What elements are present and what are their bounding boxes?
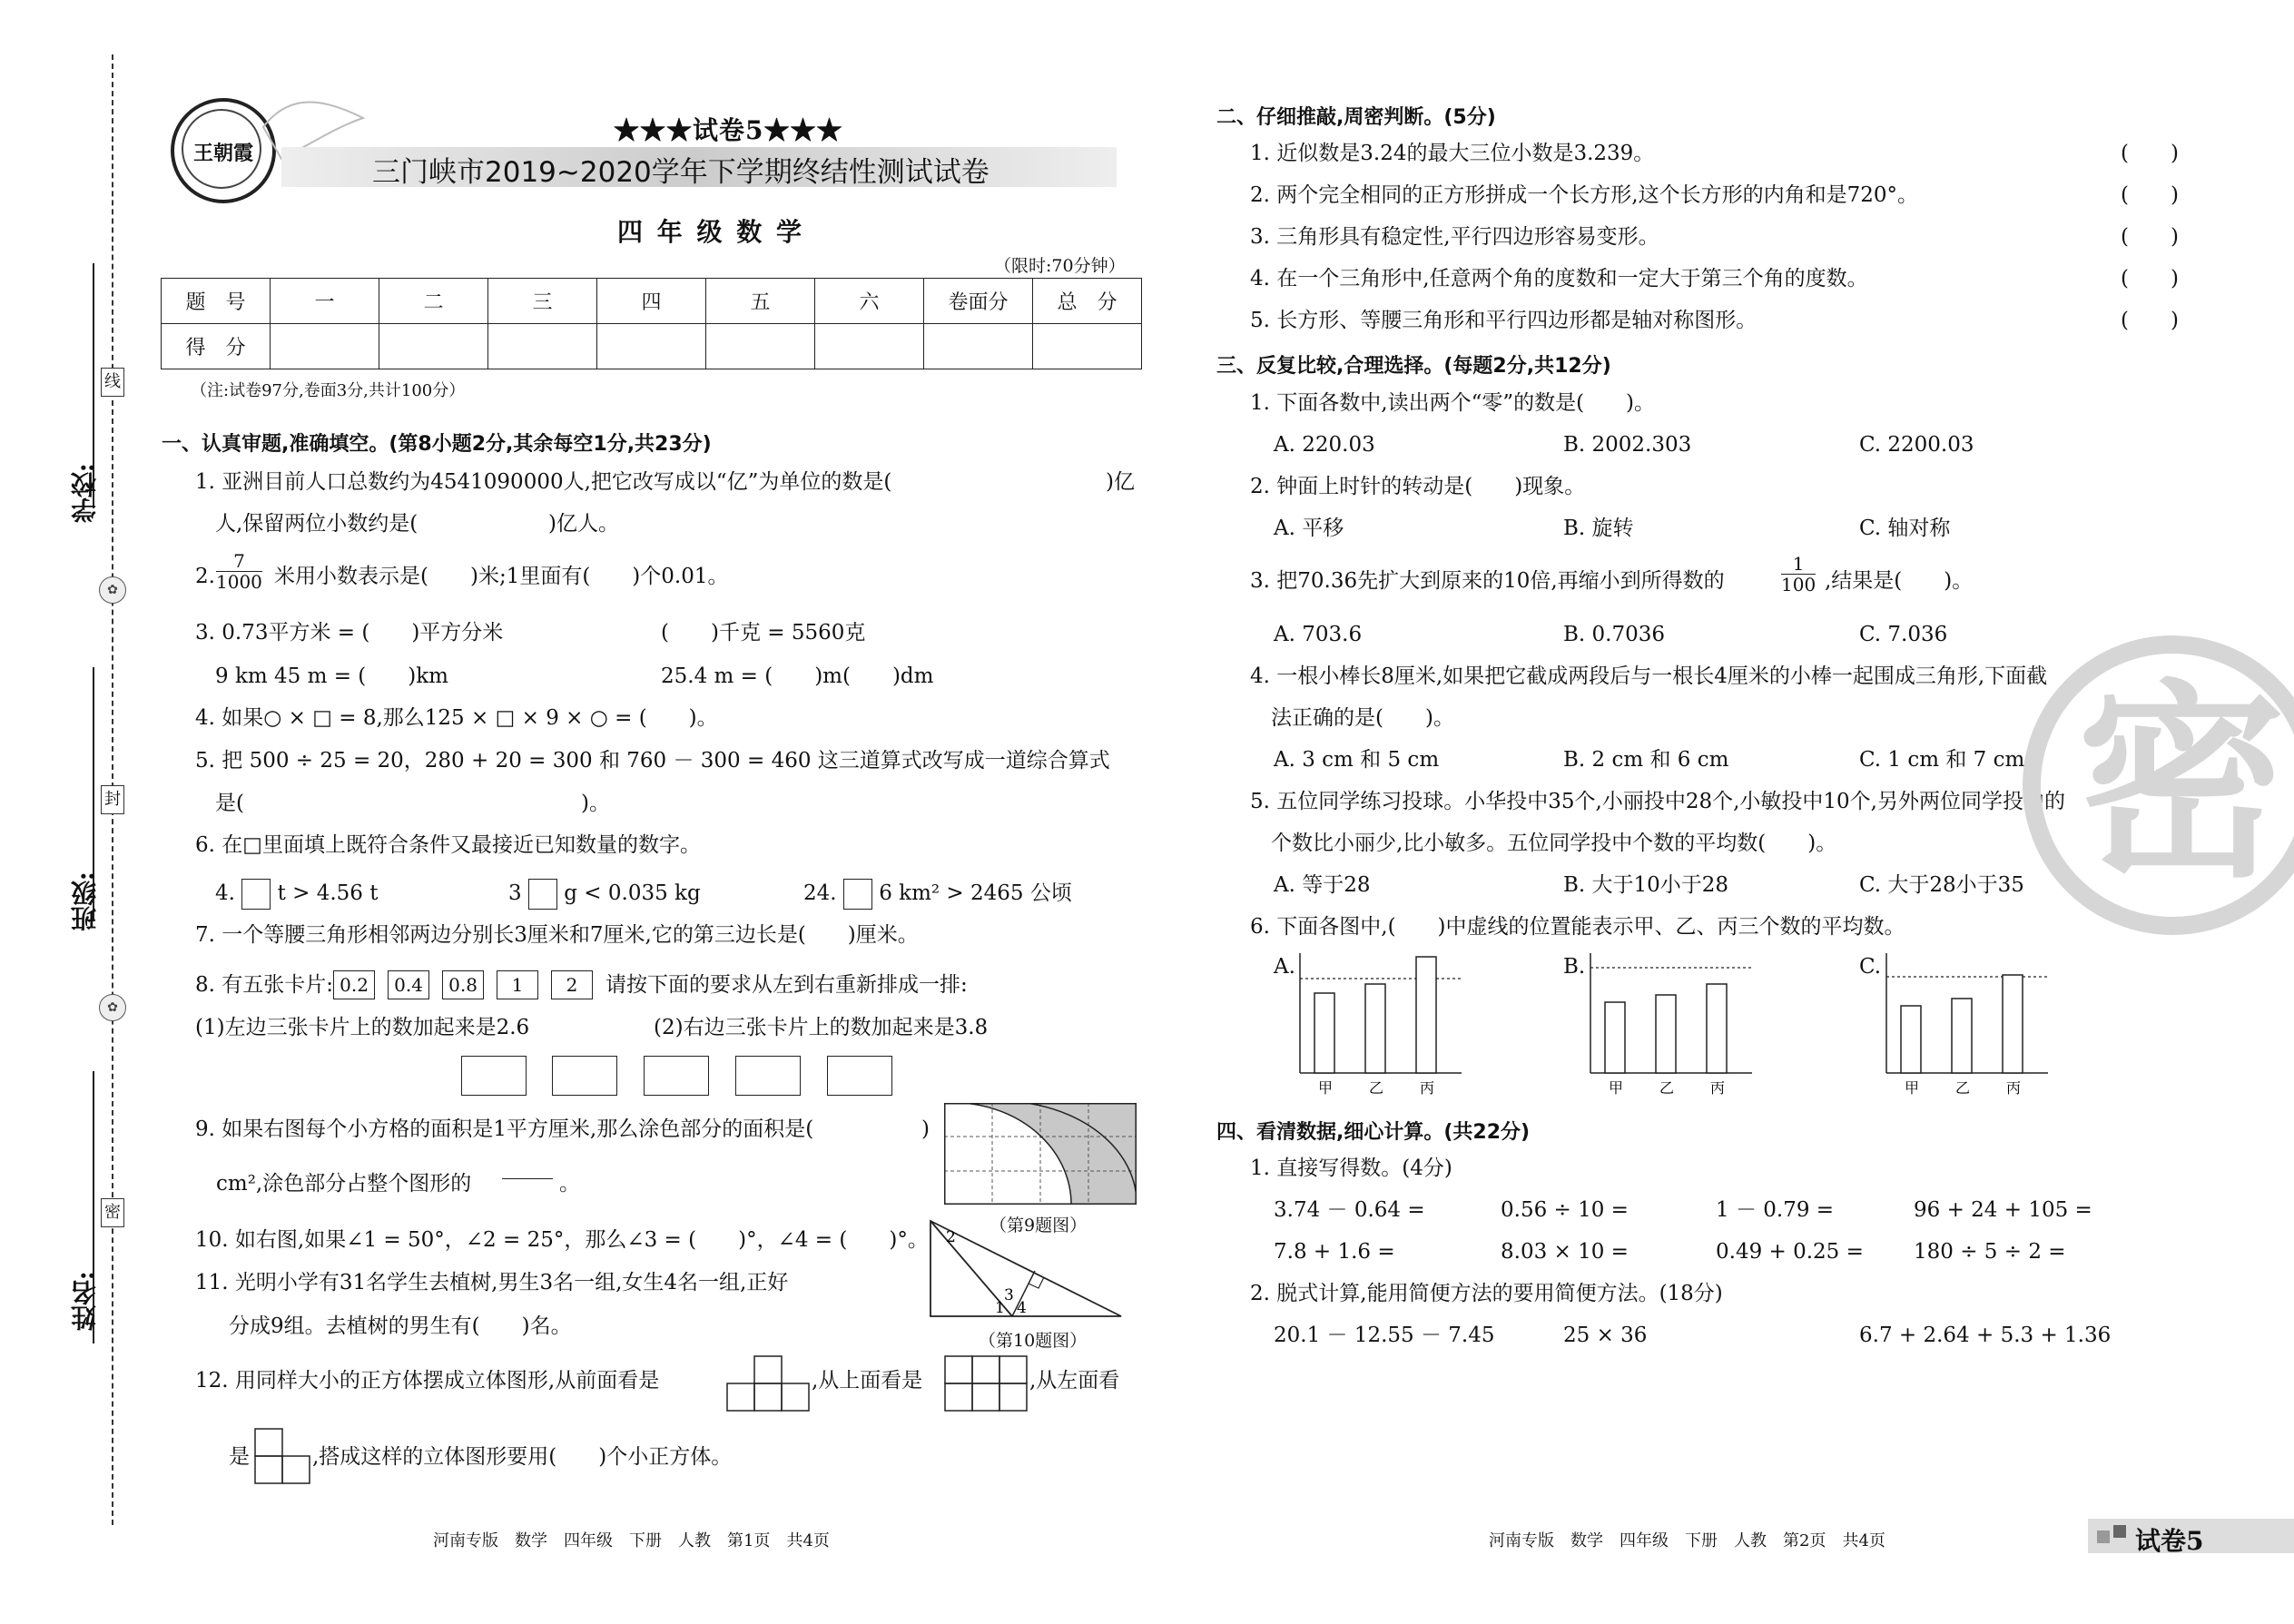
calc-item: 1 － 0.79 = xyxy=(1716,1198,1835,1222)
section-2-title: 二、仔细推敲,周密判断。(5分) xyxy=(1216,106,1496,129)
q12-part-a: 12. 用同样大小的正方体摆成立体图形,从前面看是 xyxy=(195,1369,660,1393)
calc-item: 6.7 + 2.64 + 5.3 + 1.36 xyxy=(1859,1324,2112,1347)
q5-line2-end: )。 xyxy=(581,792,610,815)
q9-figure xyxy=(944,1103,1137,1205)
q7-text: 7. 一个等腰三角形相邻两边分别长3厘米和7厘米,它的第三边长是( )厘米。 xyxy=(195,923,919,947)
chart-category-label: 丙 xyxy=(1710,1079,1726,1097)
s4-part1: 1. 直接写得数。(4分) xyxy=(1250,1156,1452,1180)
score-header-cell: 六 xyxy=(815,279,924,324)
footer-right: 河南专版 数学 四年级 下册 人教 第2页 共4页 xyxy=(1489,1531,1885,1550)
s2-answer-paren[interactable]: ( ) xyxy=(2121,309,2179,332)
footer-tag: 试卷5 xyxy=(2135,1526,2204,1556)
q9-line1: 9. 如果右图每个小方格的面积是1平方厘米,那么涂色部分的面积是( xyxy=(195,1117,814,1141)
score-cell[interactable] xyxy=(271,324,379,369)
s3-q2-option[interactable]: C. 轴对称 xyxy=(1859,517,1951,540)
q6-c-pre: 24. xyxy=(803,881,837,905)
s3-q5-option[interactable]: B. 大于10小于28 xyxy=(1563,873,1729,897)
s3-q3-option[interactable]: A. 703.6 xyxy=(1274,623,1363,646)
s3-q4-line1: 4. 一根小棒长8厘米,如果把它截成两段后与一根长4厘米的小棒一起围成三角形,下面截 xyxy=(1250,664,2048,688)
q8-text-end: 请按下面的要求从左到右重新排成一排: xyxy=(605,972,968,997)
secret-stamp xyxy=(2023,635,2294,935)
q1-line1-end: )亿 xyxy=(1106,470,1135,494)
binding-char: 密 xyxy=(101,1198,124,1227)
section-1-title: 一、认真审题,准确填空。(第8小题2分,其余每空1分,共23分) xyxy=(162,433,712,456)
q9-line1-end: ) xyxy=(921,1117,930,1141)
binding-emblem-icon: ✿ xyxy=(99,576,126,604)
q12-left-view xyxy=(254,1428,310,1484)
binding-char: 封 xyxy=(101,785,124,814)
q8-card: 0.2 xyxy=(333,970,375,999)
q12-top-view xyxy=(944,1355,1028,1412)
q1-line2-end: )亿人。 xyxy=(548,512,619,536)
chart-category-label: 乙 xyxy=(1955,1079,1971,1097)
q3-c: 9 km 45 m = ( )km xyxy=(215,664,448,688)
q3-d: 25.4 m = ( )m( )dm xyxy=(661,664,934,688)
score-cell[interactable] xyxy=(1033,324,1142,369)
q3-a: 3. 0.73平方米 = ( )平方分米 xyxy=(195,621,504,645)
s3-q6-chart-a xyxy=(1298,953,1466,1098)
s3-q4-line2: 法正确的是( )。 xyxy=(1271,706,1454,730)
calc-item: 0.49 + 0.25 = xyxy=(1716,1240,1864,1264)
s3-q6-chart-b xyxy=(1589,953,1757,1098)
q8-answer-box[interactable] xyxy=(735,1056,801,1096)
school-label: 学校: xyxy=(70,463,100,524)
q2-number: 2. xyxy=(195,565,215,588)
logo-text: 王朝霞 xyxy=(192,142,253,165)
q9-line2: cm²,涂色部分占整个图形的 xyxy=(216,1172,472,1196)
footer-tag-squares-icon xyxy=(2113,1525,2126,1538)
exam-badge: ★★★试卷5★★★ xyxy=(614,115,843,145)
fraction-numerator: 1 xyxy=(1781,554,1816,575)
chart-category-label: 甲 xyxy=(1318,1079,1334,1097)
chart-category-label: 甲 xyxy=(1905,1079,1920,1097)
q10-figure xyxy=(926,1216,1130,1321)
s4-part2: 2. 脱式计算,能用简便方法的要用简便方法。(18分) xyxy=(1250,1282,1723,1305)
q6-c xyxy=(803,879,1072,910)
s2-answer-paren[interactable]: ( ) xyxy=(2121,183,2179,207)
calc-item: 20.1 － 12.55 － 7.45 xyxy=(1274,1324,1495,1347)
s3-q3-option[interactable]: B. 0.7036 xyxy=(1563,623,1666,646)
s3-q2-option[interactable]: B. 旋转 xyxy=(1563,517,1634,540)
calc-item: 25 × 36 xyxy=(1563,1324,1648,1347)
binding-char: 线 xyxy=(101,368,124,397)
s3-q6-option-label[interactable]: C. xyxy=(1859,955,1882,979)
svg-text:4: 4 xyxy=(1017,1299,1027,1317)
score-cell[interactable] xyxy=(815,324,924,369)
score-header-cell: 一 xyxy=(271,279,379,324)
s3-q2-option[interactable]: A. 平移 xyxy=(1274,517,1344,540)
q1-line2: 人,保留两位小数约是( xyxy=(215,512,418,536)
s2-answer-paren[interactable]: ( ) xyxy=(2121,225,2179,249)
class-label: 班级: xyxy=(70,871,100,932)
q6-a-pre: 4. xyxy=(215,881,235,905)
calc-item: 7.8 + 1.6 = xyxy=(1274,1240,1395,1264)
section-4-title: 四、看清数据,细心计算。(共22分) xyxy=(1216,1121,1531,1144)
s3-q6: 6. 下面各图中,( )中虚线的位置能表示甲、乙、丙三个数的平均数。 xyxy=(1250,915,1905,939)
exam-subject: 四 年 级 数 学 xyxy=(617,217,804,247)
q8-card: 1 xyxy=(497,970,538,999)
q5-line2: 是( xyxy=(215,792,244,815)
s2-item: 5. 长方形、等腰三角形和平行四边形都是轴对称图形。 xyxy=(1250,309,1757,332)
q12-front-view xyxy=(726,1355,810,1412)
s3-q3-fraction xyxy=(1781,554,1816,595)
q5-line1: 5. 把 500 ÷ 25 = 20，280 + 20 = 300 和 760 － 300 = 460 这三道算式改写成一道综合算式 xyxy=(195,749,1110,773)
q6-b-pre: 3 xyxy=(508,881,522,905)
section-3-title: 三、反复比较,合理选择。(每题2分,共12分) xyxy=(1216,355,1611,378)
q2-fraction xyxy=(216,551,262,592)
time-limit: （限时:70分钟） xyxy=(994,256,1126,276)
q12-part-e: ,搭成这样的立体图形要用( )个小正方体。 xyxy=(312,1445,733,1469)
s3-q1-option[interactable]: B. 2002.303 xyxy=(1563,433,1692,457)
score-cell[interactable] xyxy=(706,324,815,369)
footer-tag-squares-icon xyxy=(2097,1530,2110,1543)
chart-category-label: 乙 xyxy=(1369,1079,1384,1097)
calc-item: 0.56 ÷ 10 = xyxy=(1501,1198,1629,1222)
s3-q5-line1: 5. 五位同学练习投球。小华投中35个,小丽投中28个,小敏投中10个,另外两位同学投中的 xyxy=(1250,790,2065,813)
s2-answer-paren[interactable]: ( ) xyxy=(2121,142,2179,165)
score-header-cell: 题 号 xyxy=(162,279,271,324)
score-cell[interactable] xyxy=(597,324,706,369)
q6-b-post: g < 0.035 kg xyxy=(564,881,701,905)
q6-c-box[interactable] xyxy=(843,879,872,910)
score-header-cell: 总 分 xyxy=(1033,279,1142,324)
q6-text: 6. 在□里面填上既符合条件又最接近已知数量的数字。 xyxy=(195,833,701,857)
score-note: （注:试卷97分,卷面3分,共计100分） xyxy=(191,381,466,400)
q6-b-box[interactable] xyxy=(528,879,557,910)
s3-q4-option[interactable]: A. 3 cm 和 5 cm xyxy=(1274,748,1440,772)
s2-item: 2. 两个完全相同的正方形拼成一个长方形,这个长方形的内角和是720°。 xyxy=(1250,183,1918,207)
calc-item: 8.03 × 10 = xyxy=(1501,1240,1629,1264)
s3-q3-end: ,结果是( )。 xyxy=(1825,569,1974,593)
calc-item: 180 ÷ 5 ÷ 2 = xyxy=(1914,1240,2066,1264)
svg-text:2: 2 xyxy=(946,1228,956,1246)
binding-emblem-icon: ✿ xyxy=(99,994,126,1021)
svg-text:1: 1 xyxy=(995,1299,1005,1317)
s3-q3: 3. 把70.36先扩大到原来的10倍,再缩小到所得数的 xyxy=(1250,569,1725,593)
score-header-cell: 五 xyxy=(706,279,815,324)
stamp-text: 密 xyxy=(2077,664,2287,906)
score-row-label: 得 分 xyxy=(162,324,271,369)
calc-item: 96 + 24 + 105 = xyxy=(1914,1198,2092,1222)
q6-a xyxy=(215,879,378,910)
q8-part1: (1)左边三张卡片上的数加起来是2.6 xyxy=(195,1016,530,1039)
score-cell[interactable] xyxy=(924,324,1033,369)
score-header-cell: 二 xyxy=(379,279,488,324)
calc-item: 3.74 － 0.64 = xyxy=(1274,1198,1425,1222)
q11-line2: 分成9组。去植树的男生有( )名。 xyxy=(229,1314,572,1338)
q1-line1: 1. 亚洲目前人口总数约为4541090000人,把它改写成以“亿”为单位的数是( xyxy=(195,470,892,494)
fraction-denominator: 1000 xyxy=(216,571,262,593)
s2-item: 4. 在一个三角形中,任意两个角的度数和一定大于第三个角的度数。 xyxy=(1250,267,1868,290)
name-label: 姓名: xyxy=(70,1271,100,1332)
s3-q5-option[interactable]: A. 等于28 xyxy=(1274,873,1371,897)
chart-category-label: 丙 xyxy=(2006,1079,2022,1097)
q9-line2-end: 。 xyxy=(559,1172,580,1196)
s3-q1: 1. 下面各数中,读出两个“零”的数是( )。 xyxy=(1250,391,1656,415)
q9-caption: （第9题图） xyxy=(989,1216,1088,1235)
q8-text: 8. 有五张卡片: xyxy=(195,972,334,997)
q6-a-post: t > 4.56 t xyxy=(277,881,379,905)
q8-part2: (2)右边三张卡片上的数加起来是3.8 xyxy=(654,1016,989,1039)
q8-answer-box[interactable] xyxy=(552,1056,617,1096)
score-header-cell: 四 xyxy=(597,279,706,324)
q9-blank-fraction[interactable] xyxy=(502,1158,553,1199)
svg-text:3: 3 xyxy=(1004,1286,1014,1304)
chart-category-label: 甲 xyxy=(1609,1079,1624,1097)
q6-b xyxy=(508,879,701,910)
fraction-numerator: 7 xyxy=(216,551,262,572)
q2-text: 米用小数表示是( )米;1里面有( )个0.01。 xyxy=(274,565,729,588)
q6-a-box[interactable] xyxy=(241,879,271,910)
s3-q6-chart-c xyxy=(1885,953,2053,1098)
s3-q1-option[interactable]: C. 2200.03 xyxy=(1859,433,1974,457)
q10-caption: （第10题图） xyxy=(979,1331,1088,1351)
score-cell[interactable] xyxy=(488,324,597,369)
s3-q1-option[interactable]: A. 220.03 xyxy=(1274,433,1375,457)
chart-category-label: 丙 xyxy=(1420,1079,1435,1097)
q12-part-d: 是 xyxy=(229,1445,250,1469)
s3-q4-option[interactable]: B. 2 cm 和 6 cm xyxy=(1563,748,1729,772)
s3-q4-option[interactable]: C. 1 cm 和 7 cm xyxy=(1859,748,2025,772)
q11-line1: 11. 光明小学有31名学生去植树,男生3名一组,女生4名一组,正好 xyxy=(195,1271,789,1294)
s3-q2: 2. 钟面上时针的转动是( )现象。 xyxy=(1250,475,1586,498)
s2-item: 1. 近似数是3.24的最大三位小数是3.239。 xyxy=(1250,142,1655,165)
s3-q5-line2: 个数比小丽少,比小敏多。五位同学投中个数的平均数( )。 xyxy=(1271,832,1837,855)
s2-item: 3. 三角形具有稳定性,平行四边形容易变形。 xyxy=(1250,225,1659,249)
q12-part-b: ,从上面看是 xyxy=(812,1369,923,1393)
q3-b: ( )千克 = 5560克 xyxy=(661,621,866,645)
s3-q6-option-label[interactable]: B. xyxy=(1563,955,1586,979)
footer-left: 河南专版 数学 四年级 下册 人教 第1页 共4页 xyxy=(433,1531,830,1550)
q8-line xyxy=(195,970,968,999)
q12-part-c: ,从左面看 xyxy=(1029,1369,1120,1393)
q8-card: 0.8 xyxy=(442,970,484,999)
score-header-cell: 卷面分 xyxy=(924,279,1033,324)
q6-c-post: 6 km² > 2465 公顷 xyxy=(879,881,1072,905)
s3-q3-option[interactable]: C. 7.036 xyxy=(1859,623,1948,646)
q8-card: 0.4 xyxy=(388,970,429,999)
q8-answer-box[interactable] xyxy=(644,1056,709,1096)
fraction-denominator: 100 xyxy=(1781,574,1816,595)
q4-text: 4. 如果○ × □ = 8,那么125 × □ × 9 × ○ = ( )。 xyxy=(195,706,718,730)
q8-answer-box[interactable] xyxy=(461,1056,527,1096)
s2-answer-paren[interactable]: ( ) xyxy=(2121,267,2179,290)
q8-answer-box[interactable] xyxy=(827,1056,892,1096)
score-table xyxy=(161,278,1142,369)
q10-text: 10. 如右图,如果∠1 = 50°，∠2 = 25°，那么∠3 = ( )°，∠4 = ( )°。 xyxy=(195,1228,929,1252)
s3-q6-option-label[interactable]: A. xyxy=(1274,955,1295,979)
chart-category-label: 乙 xyxy=(1659,1079,1675,1097)
exam-title: 三门峡市2019~2020学年下学期终结性测试试卷 xyxy=(372,156,989,189)
q8-card: 2 xyxy=(551,970,593,999)
score-header-cell: 三 xyxy=(488,279,597,324)
score-cell[interactable] xyxy=(379,324,488,369)
s3-q5-option[interactable]: C. 大于28小于35 xyxy=(1859,873,2024,897)
